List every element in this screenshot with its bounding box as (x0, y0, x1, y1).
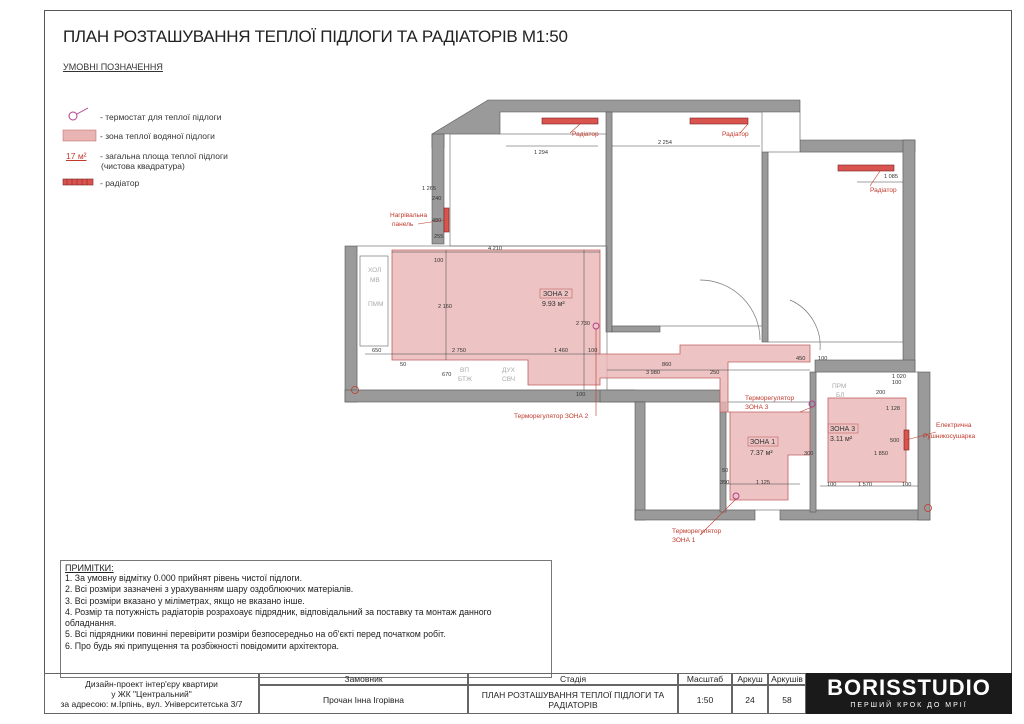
zone-2-title: ЗОНА 2 (543, 291, 569, 298)
dimension: 100 (827, 482, 837, 488)
zone-1-area: 7.37 м² (750, 450, 773, 457)
dimension: 2 160 (438, 304, 452, 310)
thermostat-label: ЗОНА 1 (672, 537, 696, 544)
scale-header: Масштаб (678, 673, 732, 685)
dimension: 50 (722, 468, 729, 474)
scale-value: 1:50 (678, 685, 732, 714)
radiator (444, 208, 449, 232)
dimension: 2 750 (452, 348, 466, 354)
brand-name: BORISSTUDIO (827, 675, 991, 700)
dimension: 1 460 (554, 348, 568, 354)
radiator (542, 118, 598, 124)
note-line: 4. Розмір та потужність радіаторів розрахоаує підрядник, відповідальний за поставку та монтаж данного (65, 606, 492, 617)
panel-label: Нагрівальна (390, 212, 428, 219)
project-line: Дизайн-проект інтер'єру квартири (85, 678, 218, 689)
thermostat-legend-icon (69, 112, 77, 120)
zone-1-title: ЗОНА 1 (750, 439, 776, 446)
legend-area: - загальна площа теплої підлоги (100, 151, 228, 161)
thermostat-label: Терморегулятор (672, 528, 722, 535)
radiator (838, 165, 894, 171)
thermostat-label: ЗОНА 3 (745, 404, 769, 411)
dimension: 200 (876, 390, 886, 396)
dimension: 100 (588, 348, 598, 354)
sheets-header: Аркушів (768, 673, 806, 685)
panel-label: панель (392, 221, 414, 228)
room-label: МВ (370, 277, 380, 284)
note-line: обладнання. (65, 618, 117, 629)
radiator-legend-icon (63, 179, 93, 185)
studio-logo (806, 673, 1012, 714)
sheet-title: ПЛАН РОЗТАШУВАННЯ ТЕПЛОЇ ПІДЛОГИ ТА РАДІАТОРІВ М1:50 (63, 27, 568, 46)
dimension: 860 (662, 362, 672, 368)
dimension: 3 980 (646, 370, 660, 376)
notes-title: ПРИМІТКИ: (65, 563, 114, 573)
zone-3-title: ЗОНА 3 (830, 426, 856, 433)
project-info (44, 673, 259, 714)
stage-header: Стадія (468, 673, 678, 685)
note-line: 6. Про будь які припущення та розбіжності повідомити архітектора. (65, 640, 340, 651)
thermostat-label: Терморегулятор (745, 395, 795, 402)
zone-2-area (392, 250, 810, 500)
radiator-label: Радіатор (572, 131, 599, 138)
dimension: 1 128 (886, 406, 900, 412)
room-label: БТЖ (458, 376, 473, 383)
note-line: 5. Всі підрядники повинні перевірити розміри безпосередньо на об'єкті перед початком робіт. (65, 629, 446, 640)
room-label: СВЧ (502, 376, 516, 383)
towel-label: Електрична (936, 422, 972, 429)
dimension: 670 (442, 372, 452, 378)
radiator (690, 118, 748, 124)
note-line: 2. Всі розміри зазначені з урахуванням шару оздоблюючих матеріалів. (65, 584, 354, 595)
legend-thermostat: - термостат для теплої підлоги (100, 112, 222, 122)
dimension: 100 (902, 482, 912, 488)
project-line: у ЖК "Центральний" (111, 688, 192, 699)
sheet-value: 24 (732, 685, 768, 714)
legend-radiator: - радіатор (100, 178, 140, 188)
dimension: 240 (432, 196, 442, 202)
dimension: 250 (710, 370, 720, 376)
project-line: за адресою: м.Ірпінь, вул. Університетська 3/7 (60, 698, 243, 709)
dimension: 100 (434, 258, 444, 264)
dimension: 650 (372, 348, 382, 354)
dimension: 1 125 (756, 480, 770, 486)
dimension: 100 (576, 392, 586, 398)
room-label: ПММ (368, 301, 384, 308)
dimension: 350 (720, 480, 730, 486)
dimension: 1 570 (858, 482, 872, 488)
note-line: 1. За умовну відмітку 0.000 прийнят рівень чистої підлоги. (65, 573, 303, 583)
legend-area-note: (чистова квадратура) (101, 161, 185, 171)
sheet-header: Аркуш (732, 673, 768, 685)
dimension: 1 294 (534, 150, 548, 156)
dimension: 100 (892, 380, 902, 386)
dimension: 1 265 (422, 186, 436, 192)
legend-area-sample: 17 м² (66, 151, 87, 161)
client-name: Прочан Інна Ігорівна (259, 685, 468, 714)
dimension: 450 (796, 356, 806, 362)
client-header: Замовник (259, 673, 468, 685)
dimension: 1 085 (884, 174, 898, 180)
dimension: 4 210 (488, 246, 502, 252)
note-line: 3. Всі розміри вказано у міліметрах, якщо не вказано інше. (65, 595, 305, 606)
dimension: 1 020 (892, 374, 906, 380)
dimension: 500 (890, 438, 900, 444)
legend-symbols (63, 108, 96, 185)
radiator-label: Радіатор (870, 187, 897, 194)
zone-legend-swatch (63, 130, 96, 141)
legend-title: УМОВНІ ПОЗНАЧЕННЯ (63, 62, 163, 72)
room-label: ВП (460, 367, 470, 374)
dimension: 300 (804, 451, 814, 457)
zone-2-area: 9.93 м² (542, 301, 565, 308)
towel-label: Рушникосушарка (923, 433, 976, 440)
brand-tagline: ПЕРШИЙ КРОК ДО МРІЇ (850, 702, 968, 709)
room-label: БЛ (836, 392, 845, 399)
notes-box (60, 560, 552, 678)
legend-zone: - зона теплої водяної підлоги (100, 131, 215, 141)
dimension: 100 (818, 356, 828, 362)
room-label: ДУХ (502, 367, 515, 374)
room-label: ХОЛ (368, 267, 382, 274)
dimension: 2 254 (658, 140, 672, 146)
thermostat-label: Терморегулятор ЗОНА 2 (514, 413, 589, 420)
dimension: 255 (434, 234, 444, 240)
dimension: 1 850 (874, 451, 888, 457)
stage-name: ПЛАН РОЗТАШУВАННЯ ТЕПЛОЇ ПІДЛОГИ ТА РАДІАТОРІВ (468, 685, 678, 714)
sheets-value: 58 (768, 685, 806, 714)
zone-3-area: 3.11 м² (830, 436, 853, 443)
dimension: 480 (432, 218, 442, 224)
radiator-label: Радіатор (722, 131, 749, 138)
dimension: 2 730 (576, 321, 590, 327)
room-label: ПРМ (832, 383, 847, 390)
dimension: 50 (400, 362, 407, 368)
